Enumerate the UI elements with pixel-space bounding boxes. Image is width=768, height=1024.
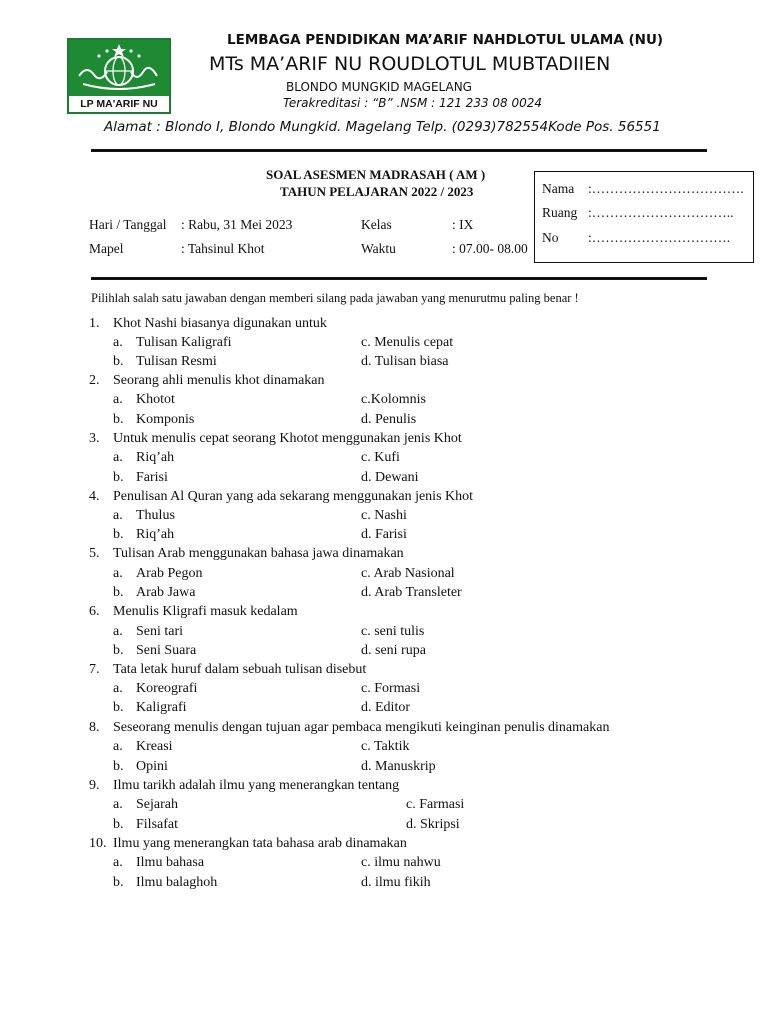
option-b-marker: b. — [113, 470, 124, 485]
option-b[interactable]: Seni Suara — [136, 643, 197, 658]
option-d[interactable]: d. ilmu fikih — [361, 875, 431, 890]
option-d[interactable]: d. Arab Transleter — [361, 585, 462, 600]
option-d[interactable]: d. seni rupa — [361, 643, 426, 658]
option-b-marker: b. — [113, 412, 124, 427]
option-b-marker: b. — [113, 759, 124, 774]
waktu-value: : 07.00- 08.00 — [452, 241, 528, 256]
no-label: No — [542, 230, 559, 245]
question-text: Untuk menulis cepat seorang Khotot menggunakan jenis Khot — [113, 431, 462, 446]
option-c[interactable]: c. Kufi — [361, 450, 400, 465]
question-text: Tulisan Arab menggunakan bahasa jawa dinamakan — [113, 546, 404, 561]
option-b-marker: b. — [113, 817, 124, 832]
option-d[interactable]: d. Manuskrip — [361, 759, 436, 774]
question-text: Seseorang menulis dengan tujuan agar pembaca mengikuti keinginan penulis dinamakan — [113, 720, 610, 735]
school-location: BLONDO MUNGKID MAGELANG — [286, 80, 472, 94]
hari-value: : Rabu, 31 Mei 2023 — [181, 217, 293, 232]
option-a-marker: a. — [113, 450, 123, 465]
question-text: Tata letak huruf dalam sebuah tulisan disebut — [113, 662, 367, 677]
option-d[interactable]: d. Editor — [361, 700, 410, 715]
option-a-marker: a. — [113, 566, 123, 581]
option-b[interactable]: Komponis — [136, 412, 195, 427]
question-number: 2. — [89, 373, 100, 388]
question-number: 9. — [89, 778, 100, 793]
option-a[interactable]: Arab Pegon — [136, 566, 203, 581]
ruang-field[interactable]: :………………………….. — [588, 205, 734, 220]
question-number: 6. — [89, 604, 100, 619]
option-b[interactable]: Opini — [136, 759, 168, 774]
lp-maarif-logo — [67, 38, 171, 114]
kelas-label: Kelas — [361, 217, 392, 232]
option-c[interactable]: c. seni tulis — [361, 624, 425, 639]
option-a[interactable]: Seni tari — [136, 624, 184, 639]
option-a[interactable]: Sejarah — [136, 797, 178, 812]
option-d[interactable]: d. Skripsi — [406, 817, 460, 832]
option-a-marker: a. — [113, 681, 123, 696]
option-a[interactable]: Tulisan Kaligrafi — [136, 335, 232, 350]
option-c[interactable]: c. Formasi — [361, 681, 421, 696]
question-number: 5. — [89, 546, 100, 561]
question-text: Penulisan Al Quran yang ada sekarang menggunakan jenis Khot — [113, 489, 474, 504]
option-a-marker: a. — [113, 392, 123, 407]
no-field[interactable]: :…………………………. — [588, 230, 731, 245]
logo-emblem — [69, 40, 169, 98]
question-number: 8. — [89, 720, 100, 735]
option-b-marker: b. — [113, 643, 124, 658]
accreditation: Terakreditasi : “B” .NSM : 121 233 08 0024 — [283, 96, 543, 110]
option-a[interactable]: Kreasi — [136, 739, 173, 754]
mapel-label: Mapel — [89, 241, 124, 256]
option-c[interactable]: c. Nashi — [361, 508, 407, 523]
question-number: 10. — [89, 836, 107, 851]
header-divider — [91, 149, 707, 152]
option-a-marker: a. — [113, 624, 123, 639]
option-a[interactable]: Ilmu bahasa — [136, 855, 205, 870]
option-b-marker: b. — [113, 354, 124, 369]
option-d[interactable]: d. Tulisan biasa — [361, 354, 449, 369]
option-b[interactable]: Kaligrafi — [136, 700, 187, 715]
option-a-marker: a. — [113, 855, 123, 870]
option-b-marker: b. — [113, 875, 124, 890]
option-a-marker: a. — [113, 335, 123, 350]
option-b-marker: b. — [113, 585, 124, 600]
nu-globe-icon — [69, 40, 169, 98]
institution-name: LEMBAGA PENDIDIKAN MA’ARIF NAHDLOTUL ULAMA (NU) — [227, 32, 664, 48]
option-c[interactable]: c. Arab Nasional — [361, 566, 455, 581]
option-d[interactable]: d. Penulis — [361, 412, 417, 427]
logo-text: LP MA'ARIF NU — [69, 96, 169, 112]
question-number: 4. — [89, 489, 100, 504]
mapel-value: : Tahsinul Khot — [181, 241, 265, 256]
instruction-text: Pilihlah salah satu jawaban dengan memberi silang pada jawaban yang menurutmu paling benar ! — [91, 291, 579, 305]
question-text: Ilmu yang menerangkan tata bahasa arab dinamakan — [113, 836, 407, 851]
option-c[interactable]: c. Menulis cepat — [361, 335, 454, 350]
hari-label: Hari / Tanggal — [89, 217, 167, 232]
exam-year: TAHUN PELAJARAN 2022 / 2023 — [280, 184, 474, 199]
option-d[interactable]: d. Farisi — [361, 527, 407, 542]
ruang-label: Ruang — [542, 205, 578, 220]
option-a-marker: a. — [113, 739, 123, 754]
question-text: Seorang ahli menulis khot dinamakan — [113, 373, 325, 388]
waktu-label: Waktu — [361, 241, 396, 256]
option-a[interactable]: Khotot — [136, 392, 175, 407]
option-b[interactable]: Arab Jawa — [136, 585, 196, 600]
question-number: 1. — [89, 316, 100, 331]
kelas-value: : IX — [452, 217, 474, 232]
option-d[interactable]: d. Dewani — [361, 470, 419, 485]
question-text: Ilmu tarikh adalah ilmu yang menerangkan tentang — [113, 778, 400, 793]
option-c[interactable]: c. Farmasi — [406, 797, 465, 812]
school-name: MTs MA’ARIF NU ROUDLOTUL MUBTADIIEN — [209, 53, 611, 75]
option-c[interactable]: c. ilmu nahwu — [361, 855, 441, 870]
option-b[interactable]: Tulisan Resmi — [136, 354, 217, 369]
info-divider — [91, 277, 707, 280]
option-a-marker: a. — [113, 508, 123, 523]
option-b[interactable]: Filsafat — [136, 817, 178, 832]
question-number: 7. — [89, 662, 100, 677]
exam-title: SOAL ASESMEN MADRASAH ( AM ) — [266, 167, 486, 182]
option-a-marker: a. — [113, 797, 123, 812]
option-a[interactable]: Riq’ah — [136, 450, 175, 465]
option-a[interactable]: Thulus — [136, 508, 175, 523]
nama-field[interactable]: :……………………………. — [588, 181, 744, 196]
option-b-marker: b. — [113, 527, 124, 542]
option-b[interactable]: Ilmu balaghoh — [136, 875, 218, 890]
nama-label: Nama — [542, 181, 575, 196]
school-address: Alamat : Blondo I, Blondo Mungkid. Magelang Telp. (0293)782554Kode Pos. 56551 — [104, 119, 661, 135]
option-b-marker: b. — [113, 700, 124, 715]
option-c[interactable]: c.Kolomnis — [361, 392, 426, 407]
option-b[interactable]: Riq’ah — [136, 527, 175, 542]
option-c[interactable]: c. Taktik — [361, 739, 410, 754]
question-number: 3. — [89, 431, 100, 446]
option-b[interactable]: Farisi — [136, 470, 168, 485]
option-a[interactable]: Koreografi — [136, 681, 198, 696]
question-text: Khot Nashi biasanya digunakan untuk — [113, 316, 327, 331]
question-text: Menulis Kligrafi masuk kedalam — [113, 604, 298, 619]
